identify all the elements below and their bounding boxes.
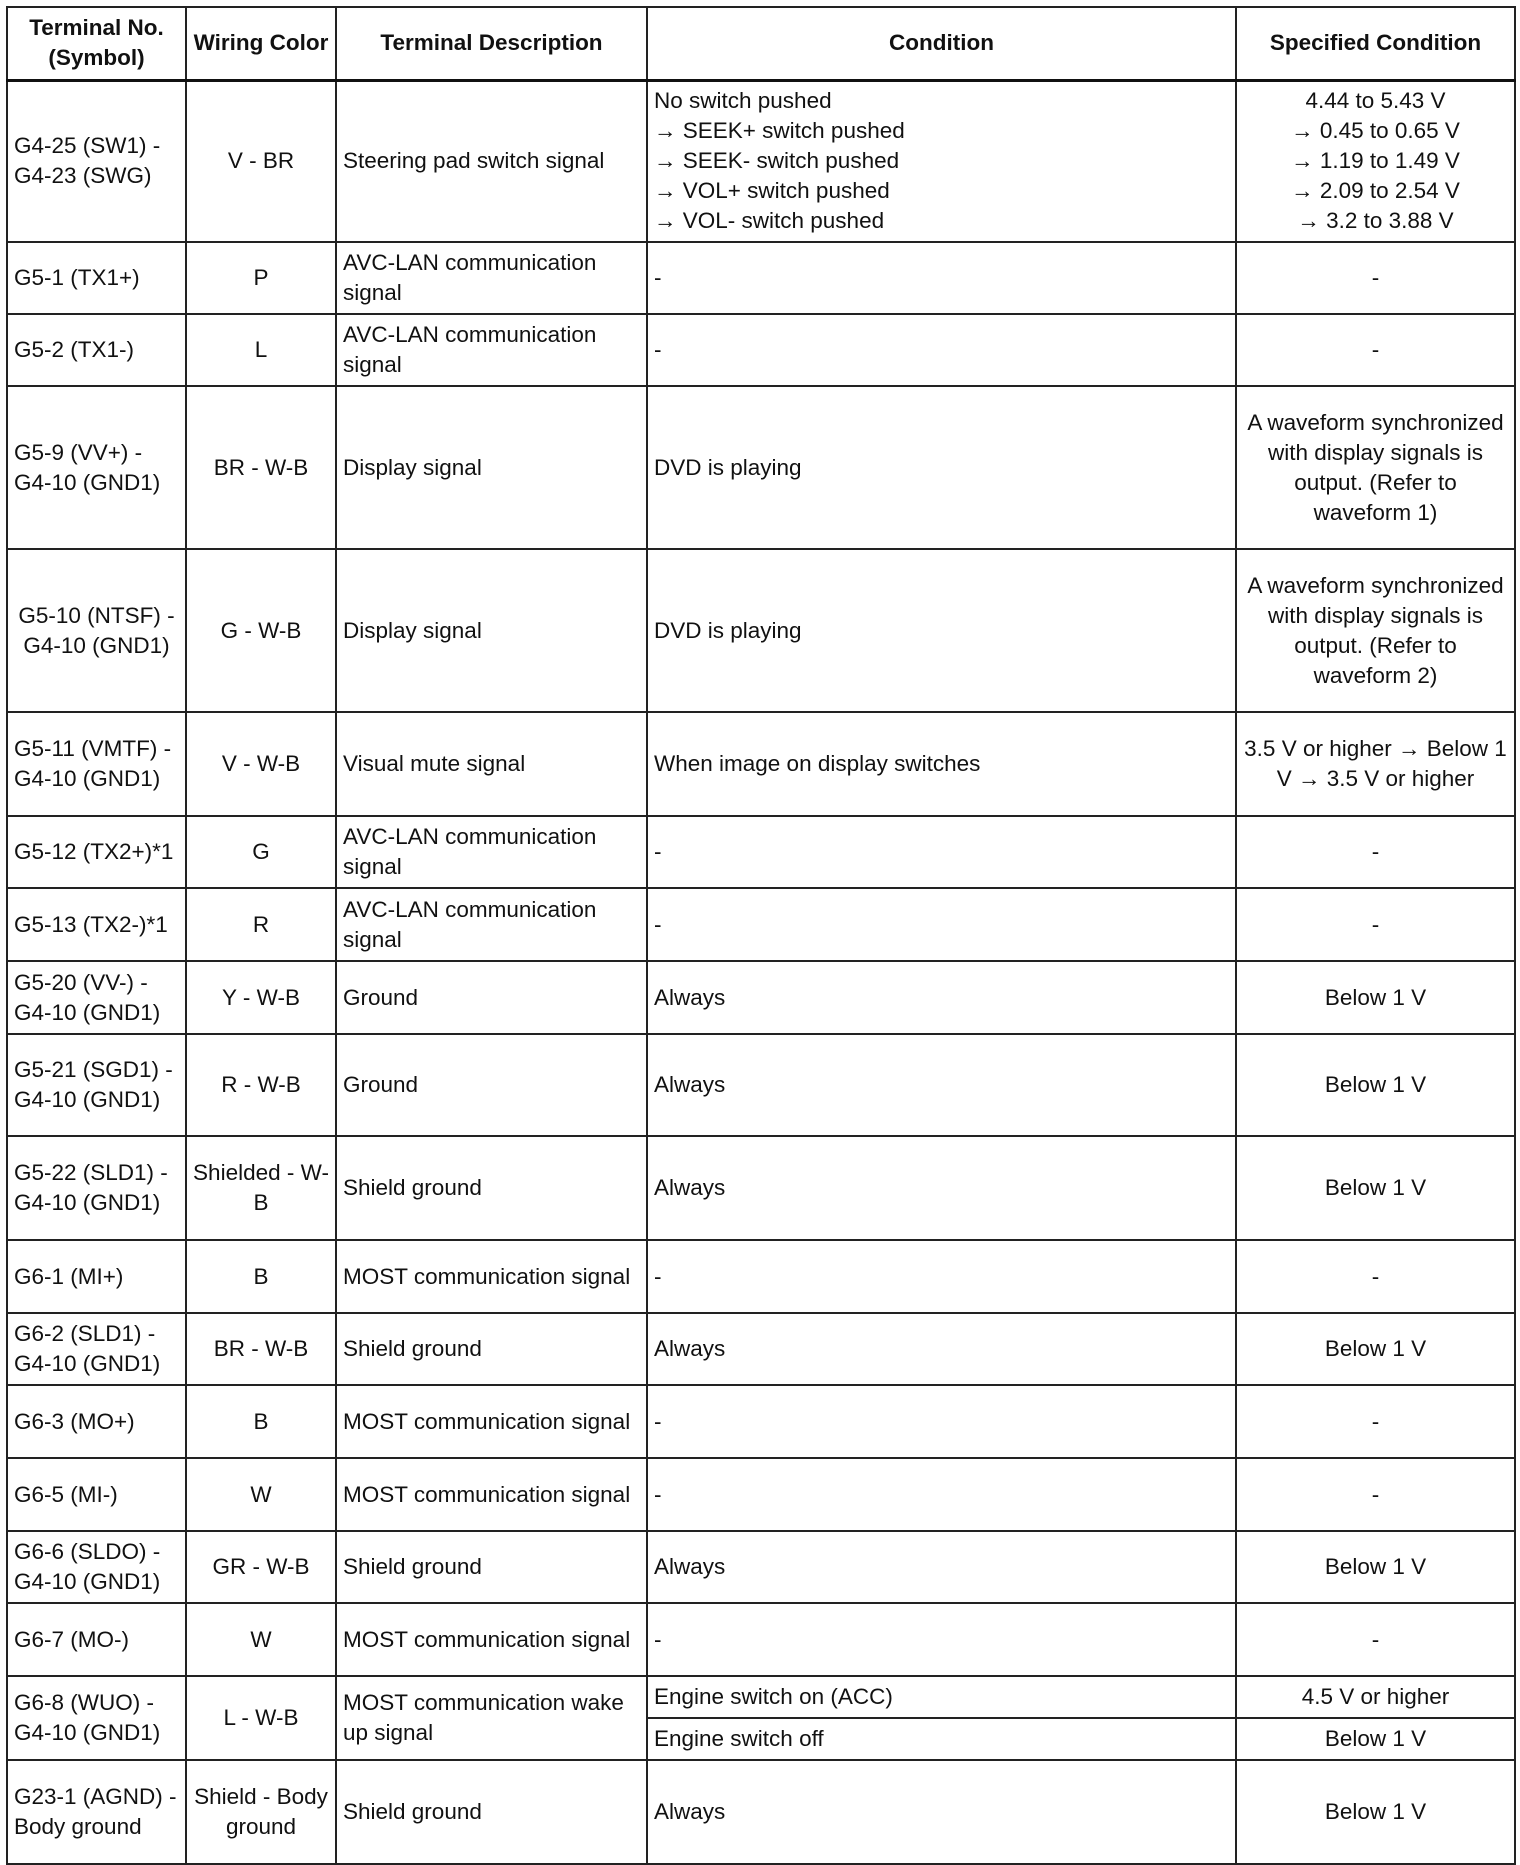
wiring-cell: P (186, 242, 336, 314)
description-cell: Ground (336, 1034, 647, 1136)
wiring-cell: V - BR (186, 80, 336, 242)
specified-cell: Below 1 V (1236, 1531, 1515, 1603)
condition-line: No switch pushed (654, 88, 832, 114)
wiring-cell: L - W-B (186, 1676, 336, 1760)
header-specified-condition: Specified Condition (1236, 7, 1515, 80)
terminal-cell: G5-11 (VMTF) - G4-10 (GND1) (7, 712, 186, 816)
wiring-cell: Shield - Body ground (186, 1760, 336, 1864)
table-row (7, 1531, 1515, 1603)
header-terminal: Terminal No. (Symbol) (7, 7, 186, 80)
table-row (7, 1313, 1515, 1385)
terminal-cell: G6-1 (MI+) (7, 1240, 186, 1313)
wiring-cell: L (186, 314, 336, 386)
condition-line: → SEEK+ switch pushed (654, 118, 905, 144)
description-cell: MOST communication signal (336, 1385, 647, 1458)
table-row (7, 1385, 1515, 1458)
header-terminal-description: Terminal Description (336, 7, 647, 80)
specified-cell: Below 1 V (1236, 1718, 1515, 1760)
table-row (7, 1676, 1515, 1718)
description-cell: MOST communication signal (336, 1603, 647, 1676)
terminal-cell: G5-13 (TX2-)*1 (7, 888, 186, 961)
terminal-cell: G5-12 (TX2+)*1 (7, 816, 186, 888)
description-cell: Steering pad switch signal (336, 80, 647, 242)
specified-cell: - (1236, 1240, 1515, 1313)
table-header-row (7, 7, 1515, 80)
description-cell: Shield ground (336, 1760, 647, 1864)
terminal-cell: G5-2 (TX1-) (7, 314, 186, 386)
specified-cell: Below 1 V (1236, 961, 1515, 1034)
specified-line: → 3.2 to 3.88 V (1297, 208, 1454, 234)
specified-cell: - (1236, 1458, 1515, 1531)
terminal-cell: G5-1 (TX1+) (7, 242, 186, 314)
wiring-cell: G - W-B (186, 549, 336, 712)
wiring-cell: Y - W-B (186, 961, 336, 1034)
table-row (7, 712, 1515, 816)
terminal-cell: G6-2 (SLD1) - G4-10 (GND1) (7, 1313, 186, 1385)
specified-line: → 2.09 to 2.54 V (1291, 178, 1460, 204)
condition-cell: - (647, 816, 1236, 888)
specified-cell: 4.5 V or higher (1236, 1676, 1515, 1718)
condition-cell: Always (647, 1313, 1236, 1385)
condition-line: → SEEK- switch pushed (654, 148, 900, 174)
wiring-cell: R - W-B (186, 1034, 336, 1136)
condition-cell: - (647, 242, 1236, 314)
specified-cell: Below 1 V (1236, 1034, 1515, 1136)
table-row (7, 888, 1515, 961)
terminal-cell: G6-7 (MO-) (7, 1603, 186, 1676)
description-cell: AVC-LAN communication signal (336, 314, 647, 386)
description-cell: Display signal (336, 386, 647, 549)
description-cell: Ground (336, 961, 647, 1034)
condition-cell: - (647, 1458, 1236, 1531)
condition-cell: Engine switch on (ACC) (647, 1676, 1236, 1718)
description-cell: MOST communication signal (336, 1240, 647, 1313)
wiring-cell: V - W-B (186, 712, 336, 816)
table-row (7, 314, 1515, 386)
terminal-cell: G5-10 (NTSF) - G4-10 (GND1) (7, 549, 186, 712)
description-cell: Shield ground (336, 1313, 647, 1385)
wiring-cell: BR - W-B (186, 386, 336, 549)
wiring-cell: GR - W-B (186, 1531, 336, 1603)
description-cell: MOST communication wake up signal (336, 1676, 647, 1760)
specified-cell: Below 1 V (1236, 1136, 1515, 1240)
table-row (7, 1240, 1515, 1313)
condition-cell: Always (647, 1034, 1236, 1136)
table-row (7, 1760, 1515, 1864)
header-condition: Condition (647, 7, 1236, 80)
condition-cell: - (647, 1385, 1236, 1458)
description-cell: Shield ground (336, 1531, 647, 1603)
condition-cell: - (647, 888, 1236, 961)
specified-cell: - (1236, 1385, 1515, 1458)
condition-cell: Always (647, 961, 1236, 1034)
wiring-cell: W (186, 1603, 336, 1676)
terminal-cell: G5-20 (VV-) - G4-10 (GND1) (7, 961, 186, 1034)
table-row (7, 816, 1515, 888)
wiring-cell: BR - W-B (186, 1313, 336, 1385)
table-row (7, 549, 1515, 712)
condition-cell: - (647, 1603, 1236, 1676)
terminal-cell: G6-8 (WUO) - G4-10 (GND1) (7, 1676, 186, 1760)
table-row (7, 80, 1515, 242)
wiring-cell: B (186, 1385, 336, 1458)
terminal-cell: G6-3 (MO+) (7, 1385, 186, 1458)
wiring-cell: R (186, 888, 336, 961)
table-row (7, 386, 1515, 549)
wiring-cell: W (186, 1458, 336, 1531)
terminal-cell: G5-22 (SLD1) - G4-10 (GND1) (7, 1136, 186, 1240)
terminal-table (6, 6, 1516, 1865)
condition-cell: Always (647, 1531, 1236, 1603)
terminal-cell: G5-9 (VV+) - G4-10 (GND1) (7, 386, 186, 549)
condition-cell: Always (647, 1760, 1236, 1864)
specified-cell: Below 1 V (1236, 1760, 1515, 1864)
specified-cell: 3.5 V or higher → Below 1 V → 3.5 V or higher (1236, 712, 1515, 816)
condition-line: → VOL+ switch pushed (654, 178, 890, 204)
specified-line: 4.44 to 5.43 V (1305, 88, 1446, 114)
wiring-cell: B (186, 1240, 336, 1313)
wiring-cell: G (186, 816, 336, 888)
table-row (7, 1034, 1515, 1136)
wiring-cell: Shielded - W-B (186, 1136, 336, 1240)
specified-line: → 0.45 to 0.65 V (1291, 118, 1460, 144)
condition-line: → VOL- switch pushed (654, 208, 885, 234)
terminal-cell: G6-6 (SLDO) - G4-10 (GND1) (7, 1531, 186, 1603)
condition-cell: Engine switch off (647, 1718, 1236, 1760)
description-cell: AVC-LAN communication signal (336, 888, 647, 961)
specified-cell: - (1236, 242, 1515, 314)
specified-line: → 1.19 to 1.49 V (1291, 148, 1460, 174)
specified-cell: - (1236, 1603, 1515, 1676)
terminal-cell: G23-1 (AGND) - Body ground (7, 1760, 186, 1864)
condition-cell: - (647, 1240, 1236, 1313)
condition-cell (647, 80, 1236, 242)
specified-cell: - (1236, 888, 1515, 961)
description-cell: AVC-LAN communication signal (336, 816, 647, 888)
condition-cell: Always (647, 1136, 1236, 1240)
table-row (7, 1458, 1515, 1531)
condition-cell: - (647, 314, 1236, 386)
header-wiring-color: Wiring Color (186, 7, 336, 80)
description-cell: Shield ground (336, 1136, 647, 1240)
specified-cell: A waveform synchronized with display signals is output. (Refer to waveform 1) (1236, 386, 1515, 549)
specified-cell (1236, 80, 1515, 242)
table-row (7, 1136, 1515, 1240)
specified-cell: - (1236, 816, 1515, 888)
description-cell: Visual mute signal (336, 712, 647, 816)
table-row (7, 1603, 1515, 1676)
terminal-cell: G4-25 (SW1) - G4-23 (SWG) (7, 80, 186, 242)
table-row (7, 961, 1515, 1034)
condition-cell: DVD is playing (647, 386, 1236, 549)
terminal-cell: G5-21 (SGD1) - G4-10 (GND1) (7, 1034, 186, 1136)
table-row (7, 242, 1515, 314)
description-cell: Display signal (336, 549, 647, 712)
description-cell: AVC-LAN communication signal (336, 242, 647, 314)
condition-cell: DVD is playing (647, 549, 1236, 712)
condition-cell: When image on display switches (647, 712, 1236, 816)
specified-cell: - (1236, 314, 1515, 386)
specified-cell: Below 1 V (1236, 1313, 1515, 1385)
description-cell: MOST communication signal (336, 1458, 647, 1531)
terminal-cell: G6-5 (MI-) (7, 1458, 186, 1531)
specified-cell: A waveform synchronized with display signals is output. (Refer to waveform 2) (1236, 549, 1515, 712)
